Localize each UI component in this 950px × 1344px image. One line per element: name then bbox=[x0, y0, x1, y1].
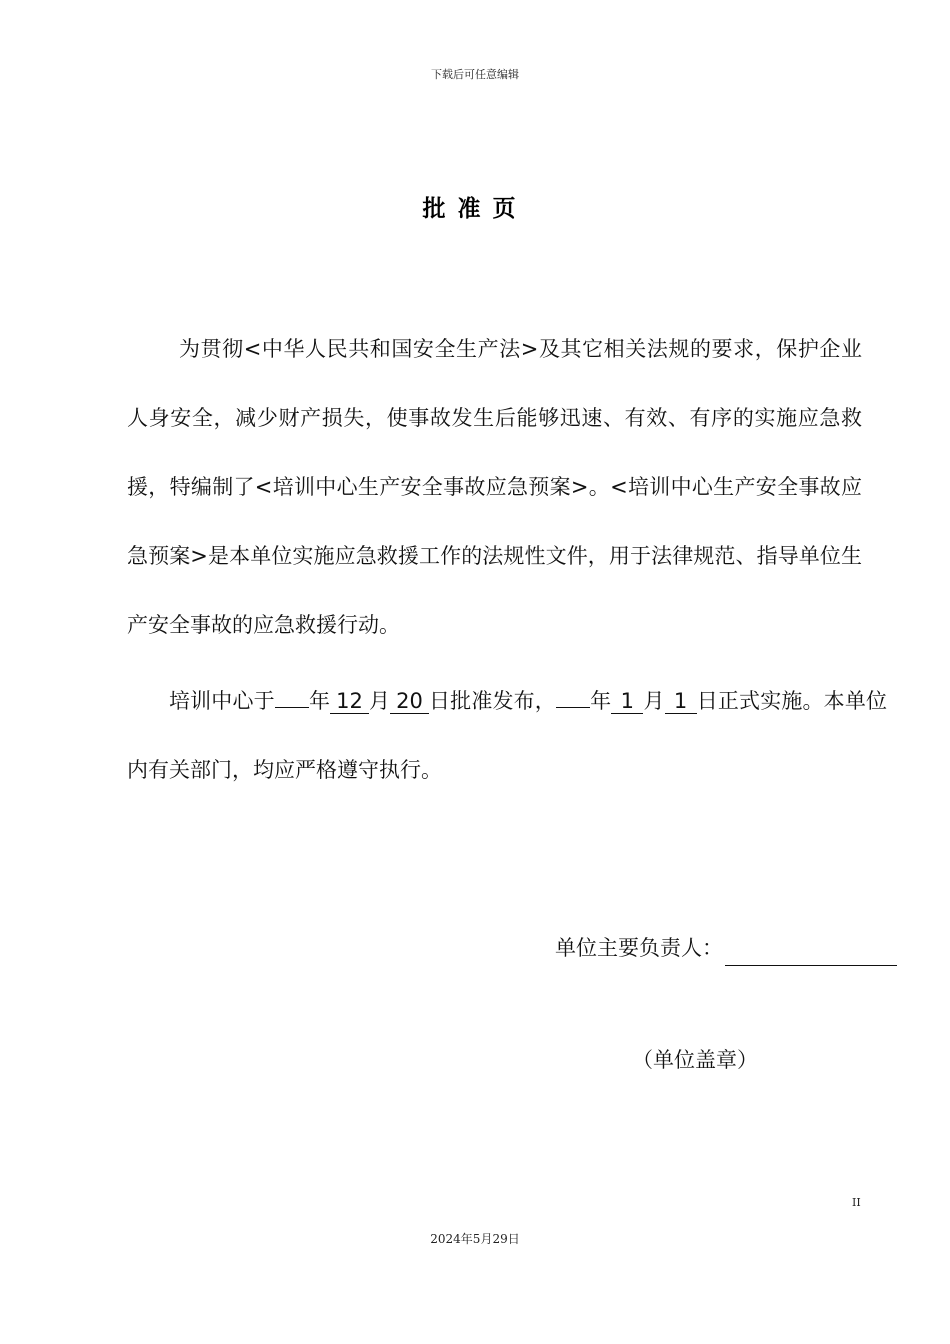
release-text-5: 年 bbox=[589, 689, 612, 713]
header-note: 下载后可任意编辑 bbox=[431, 68, 519, 81]
approve-year-blank bbox=[275, 707, 309, 708]
release-paragraph bbox=[127, 667, 887, 805]
release-text-4: 日批准发布， bbox=[428, 689, 556, 713]
effective-day-value: 1 bbox=[665, 689, 697, 714]
release-text-1: 培训中心于 bbox=[169, 689, 275, 713]
effective-year-blank bbox=[556, 707, 590, 708]
page-title: 批准页 bbox=[422, 196, 528, 222]
approval-paragraph: 为贯彻<中华人民共和国安全生产法>及其它相关法规的要求，保护企业人身安全，减少财产损失，使事故发生后能够迅速、有效、有序的实施应急救援，特编制了<培训中心生产安全事故应急预案>。<培训中心生产安全事故应急预案>是本单位实施应急救援工作的法规性文件，用于法律规范、指导单位生产安全事故的应急救援行动。 bbox=[127, 337, 862, 637]
release-text-6: 月 bbox=[643, 689, 665, 713]
page-number: II bbox=[852, 1196, 861, 1209]
signature-block bbox=[555, 930, 897, 966]
approve-month-value: 12 bbox=[330, 689, 369, 714]
release-text-3: 月 bbox=[368, 689, 391, 713]
signature-line bbox=[725, 939, 897, 966]
effective-month-value: 1 bbox=[611, 689, 643, 714]
footer-date: 2024年5月29日 bbox=[430, 1232, 520, 1246]
signature-label: 单位主要负责人： bbox=[555, 936, 723, 960]
seal-note: （单位盖章） bbox=[632, 1048, 758, 1072]
approve-day-value: 20 bbox=[390, 689, 429, 714]
release-text-2: 年 bbox=[308, 689, 331, 713]
release-text-7: 日正式实施。本单位内有关部门，均应严格遵守执行。 bbox=[127, 689, 887, 782]
